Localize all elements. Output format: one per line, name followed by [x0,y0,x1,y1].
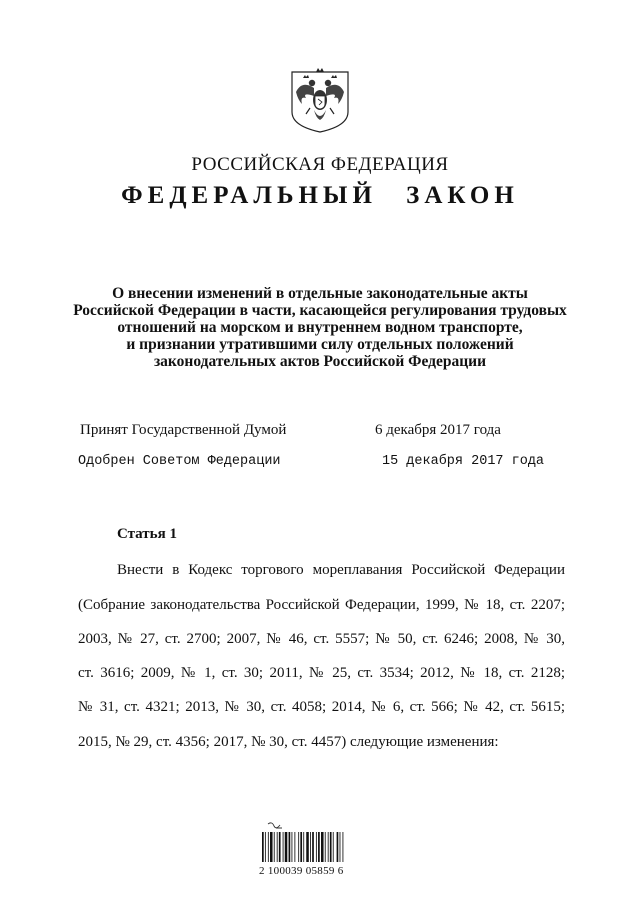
duma-adoption-label: Принят Государственной Думой [80,422,287,438]
article-text-line: Внести в Кодекс торгового мореплавания Российской Федерации [117,562,565,578]
article-text-line: ст. 3616; 2009, № 1, ст. 30; 2011, № 25, ст. 3534; 2012, № 18, ст. 2128; [78,665,565,681]
article-text-line: (Собрание законодательства Российской Федерации, 1999, № 18, ст. 2207; [78,597,565,613]
title-line: Российской Федерации в части, касающейся регулирования трудовых [73,302,567,319]
article-text-line: 2003, № 27, ст. 2700; 2007, № 46, ст. 5557; № 50, ст. 6246; 2008, № 30, [78,631,565,647]
law-title [60,285,580,370]
title-line: и признании утратившими силу отдельных положений [126,336,514,353]
title-line: законодательных актов Российской Федерации [153,353,487,370]
title-line: О внесении изменений в отдельные законодательные акты [112,285,528,302]
article-text-line: 2015, № 29, ст. 4356; 2017, № 30, ст. 4457) следующие изменения: [78,734,499,750]
barcode-number: 2 100039 05859 6 [259,865,344,877]
title-line: отношений на морском и внутреннем водном транспорте, [117,319,523,336]
document-type-heading: ФЕДЕРАЛЬНЫЙ ЗАКОН [121,182,519,209]
coat-of-arms-emblem [288,66,352,134]
duma-adoption-date: 6 декабря 2017 года [375,422,501,438]
article-heading: Статья 1 [117,526,177,542]
country-heading: РОССИЙСКАЯ ФЕДЕРАЦИЯ [191,154,449,175]
article-text-line: № 31, ст. 4321; 2013, № 30, ст. 4058; 2014, № 6, ст. 566; № 42, ст. 5615; [78,699,565,715]
council-approval-date: 15 декабря 2017 года [382,454,545,469]
council-approval-label: Одобрен Советом Федерации [78,454,281,469]
